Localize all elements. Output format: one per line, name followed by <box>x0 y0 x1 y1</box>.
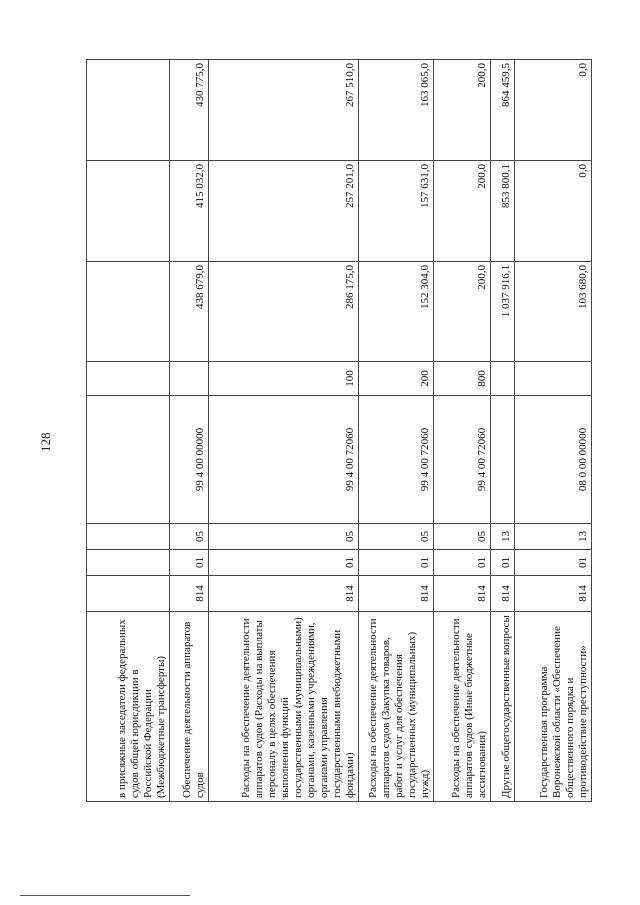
rz-cell: 01 <box>208 550 358 576</box>
value-cell-1: 438 679,0 <box>170 262 209 362</box>
value-cell-1: 200,0 <box>433 262 491 362</box>
value-cell-3: 267 510,0 <box>208 60 358 161</box>
rz-cell: 01 <box>358 550 433 576</box>
csr-cell: 99 4 00 72060 <box>358 396 433 524</box>
ved-cell <box>87 576 170 612</box>
csr-cell: 99 4 00 72060 <box>208 396 358 524</box>
value-cell-1 <box>87 262 170 362</box>
value-cell-3 <box>87 60 170 161</box>
ved-cell: 814 <box>358 576 433 612</box>
row-name: Расходы на обеспечение деятельности аппаратов судов (Иные бюджетные ассигнования) <box>433 612 491 802</box>
pr-cell: 05 <box>208 524 358 550</box>
pr-cell: 05 <box>358 524 433 550</box>
value-cell-2: 157 631,0 <box>358 161 433 262</box>
vr-cell <box>514 362 591 396</box>
value-cell-3: 0,0 <box>514 60 591 161</box>
value-cell-3: 430 775,0 <box>170 60 209 161</box>
table-row <box>491 60 515 802</box>
csr-cell: 08 0 00 00000 <box>514 396 591 524</box>
row-name: Расходы на обеспечение деятельности аппаратов судов (Расходы на выплаты персоналу в целях обеспечения выполнения функций государственными (муниципальными) органами, казенными учреждениями, органами управления государственными внебюджетными фондами) <box>208 612 358 802</box>
value-cell-3: 163 065,0 <box>358 60 433 161</box>
rz-cell: 01 <box>433 550 491 576</box>
value-cell-1: 1 037 916,1 <box>491 262 515 362</box>
value-cell-2: 415 032,0 <box>170 161 209 262</box>
row-name: Расходы на обеспечение деятельности аппаратов судов (Закупка товаров, работ и услуг для обеспечения государственных (муниципальных) нужд) <box>358 612 433 802</box>
pr-cell: 13 <box>514 524 591 550</box>
table-row <box>358 60 433 802</box>
ved-cell: 814 <box>491 576 515 612</box>
csr-cell <box>491 396 515 524</box>
value-cell-1: 152 304,0 <box>358 262 433 362</box>
csr-cell <box>87 396 170 524</box>
value-cell-1: 103 680,0 <box>514 262 591 362</box>
ved-cell: 814 <box>514 576 591 612</box>
row-name: в присяжные заседатели федеральных судов общей юрисдикции в Российской Федерации (Межбюджетные трансферты) <box>87 612 170 802</box>
table-row <box>433 60 491 802</box>
value-cell-2: 853 800,1 <box>491 161 515 262</box>
table-row <box>170 60 209 802</box>
row-name: Государственная программа Воронежской области «Обеспечение общественного порядка и противодействие преступности» <box>514 612 591 802</box>
value-cell-2 <box>87 161 170 262</box>
ved-cell: 814 <box>433 576 491 612</box>
ved-cell: 814 <box>208 576 358 612</box>
rotated-budget-table-wrapper <box>86 60 592 802</box>
row-name: Другие общегосударственные вопросы <box>491 612 515 802</box>
pr-cell: 13 <box>491 524 515 550</box>
vr-cell: 200 <box>358 362 433 396</box>
pr-cell: 05 <box>170 524 209 550</box>
rz-cell: 01 <box>170 550 209 576</box>
page-number: 128 <box>38 432 53 452</box>
vr-cell: 800 <box>433 362 491 396</box>
csr-cell: 99 4 00 72060 <box>433 396 491 524</box>
pr-cell <box>87 524 170 550</box>
footer-rule <box>20 895 190 896</box>
value-cell-1: 286 175,0 <box>208 262 358 362</box>
vr-cell <box>87 362 170 396</box>
rz-cell <box>87 550 170 576</box>
value-cell-3: 864 459,5 <box>491 60 515 161</box>
budget-table <box>86 59 592 802</box>
csr-cell: 99 4 00 00000 <box>170 396 209 524</box>
value-cell-2: 257 201,0 <box>208 161 358 262</box>
ved-cell: 814 <box>170 576 209 612</box>
row-name: Обеспечение деятельности аппаратов судов <box>170 612 209 802</box>
value-cell-2: 200,0 <box>433 161 491 262</box>
pr-cell: 05 <box>433 524 491 550</box>
vr-cell: 100 <box>208 362 358 396</box>
vr-cell <box>491 362 515 396</box>
table-row <box>514 60 591 802</box>
table-row <box>208 60 358 802</box>
value-cell-3: 200,0 <box>433 60 491 161</box>
rz-cell: 01 <box>514 550 591 576</box>
value-cell-2: 0,0 <box>514 161 591 262</box>
vr-cell <box>170 362 209 396</box>
rz-cell: 01 <box>491 550 515 576</box>
table-row <box>87 60 170 802</box>
